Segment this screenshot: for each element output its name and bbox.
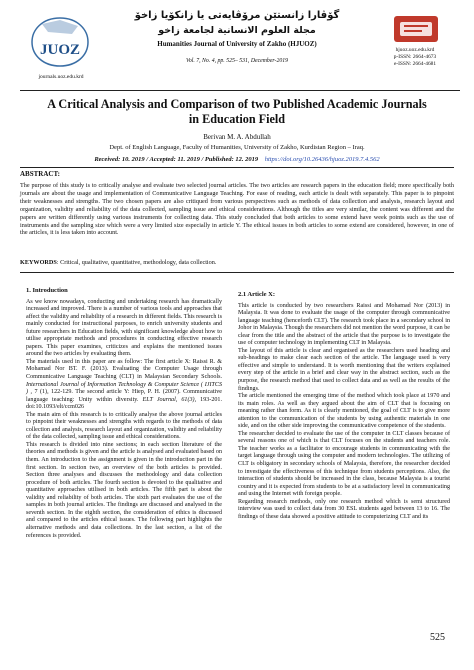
materials-text-a: The materials used in this paper are as follow: The first article X: Raissi R. & Mohamad Nor BT. F. (2013). Evaluating the Computer Usage through Communicative Language Teaching (CLT) in Malaysian Secondary Schools. (26, 358, 222, 381)
paper-title: A Critical Analysis and Comparison of two Published Academic Journals in Education Field (47, 97, 427, 126)
kurdish-journal-title: گۆڤارا زانستێن مرۆڤایەتی یا زانکۆیا زاخۆ (134, 10, 340, 21)
logo-lettering: JUOZ (39, 42, 81, 58)
page-number: 525 (430, 632, 445, 643)
introduction-heading: 1. Introduction (26, 287, 68, 294)
intro-paragraph-4: This research is divided into nine sections; in each section literature of the theories and methods is given and the article is analysed and evaluated based on them. An introduction to the assignment is given in the introduction part in the first section. In section two, an overview of the both articles is provided. Section three analyses and discusses the methodology and data collection procedure of both articles. The fourth section is devoted to the qualitative and quantitative approaches utilised in both articles. The fifth part is about the validity and reliability of both articles. The sixth part evaluates the use of the samples in both journal articles. The findings are discussed and analysed in the seventh section. In the eighth section, the consideration of ethics is discussed and compared to the articles ethical issues. The following part highlights the alternative methods and data collections. In the last section, a list of the references is provided. (26, 441, 222, 539)
abstract-divider (20, 272, 454, 273)
abstract-heading: ABSTRACT: (20, 170, 60, 178)
doi-link[interactable]: https://doi.org/10.26436/hjuoz.2019.7.4.562 (264, 156, 380, 163)
author-affiliation: Dept. of English Language, Faculty of Humanities, University of Zakho, Kurdistan Region – Iraq. (109, 144, 365, 151)
issn-block (370, 47, 460, 68)
left-logo-url[interactable]: journals.uoz.edu.krd (38, 74, 84, 80)
journal-name-1: International Journal of Information Technology & Computer Science ( IJITCS ) , (26, 381, 222, 396)
publication-dates (24, 156, 450, 163)
dates-text: Received: 10. 2019 / Accepted: 11. 2019 / Published: 12. 2019 (94, 156, 259, 163)
journal-logo-left (28, 14, 92, 70)
intro-paragraph-1: As we know nowadays, conducting and undertaking research has dramatically increased and improved. There is a number of various tools and approaches that affect the validity and reliability of a research in different fields. This research is mainly conducted for instructional purposes, to enrich university students and future researchers in Education fields, with significant knowledge about how to utilise appropriate methods and procedures in conducting effective research papers. This paper examines, criticizes and explains the mentioned issues around the two articles by evaluating them. (26, 298, 222, 358)
keywords-line (20, 259, 454, 267)
author-name: Berivan M. A. Abdullah (203, 133, 271, 141)
keywords-text: : Critical, qualitative, quantitative, methodology, data collection. (56, 259, 217, 266)
right-column (238, 291, 450, 521)
abstract-text: The purpose of this study is to critically analyse and evaluate two selected journal articles. The two articles are research papers in the education field; more specifically both journals are about the usage and implementation of Communicative Language Teaching. For ease of reading, each article is dealt with separately. This paper is to pinpoint their weaknesses and strengths. The two chosen papers are also critiqued from various perspectives such as methods of data collection and analysis, research layout and organization, validity and reliability of the data collected, sampling issue and ethical considerations. Although the titles are very similar, the content was different and the papers are written differently using various instruments for collecting data. This study concluded that both articles to some extend have week points such as the use of instruments and the sampling size which were a very limited size especially in article Y. The ethical issues in both articles to some extend are considered, however, in one of the articles, it is less taken into account. (20, 182, 454, 237)
intro-paragraph-3: The main aim of this research is to critically analyse the above journal articles to pinpoint their weaknesses and strengths with regards to the methods of data collection and analysis, research layout and organization, validity and reliability of the data collected, sampling issue and ethical considerations. (26, 411, 222, 441)
article-x-paragraph-2: The layout of this article is clear and organised as the researchers used heading and sub-headings to make clear each section of the article. The language used is very effective and simple to understand. It is worth mentioning that the writers explained every step of the article in a brief and clear way in the abstract section, such as the purpose, the research method that used to collect data and as well as the results of the findings. (238, 347, 450, 392)
arabic-journal-title: مجلة العلوم الانسانية لجامعة زاخو (158, 25, 316, 36)
article-x-paragraph-5: Regarding research methods, only one research method which is semi structured interview was used to collect data from 30 ESL students aged between 13 to 16. The findings of these data showed a positive attitude to computerizing CLT and its (238, 498, 450, 520)
p-issn: p-ISSN: 2664-4673 (393, 54, 437, 60)
e-issn: e-ISSN: 2664-4681 (393, 61, 437, 67)
materials-text-b: 7 (1), 122-129. The second article Y: Hiep, P. H. (2007). Communicative language teaching: Unity within diversity. (26, 389, 222, 403)
keywords-label: KEYWORDS (20, 259, 57, 266)
header-divider (20, 90, 460, 91)
left-column (26, 287, 222, 540)
article-x-paragraph-4: The researcher decided to evaluate the use of the computer in CLT classes because of several reasons one of which is that CLT focuses on the students and teachers role. The teacher works as a facilitator to encourage students in communicating with the target language through using the computer and modern technologies. The utilizing of CLT is obligatory in secondary schools of Malaysia, therefore, the researcher decided to investigate the effectiveness of this technique from students perceptions. Also, the interaction of students should be increased in the class, because Malaysia is a tourist country and it is expected from students to be at a satisfactory level in communicating and using the Internet with foreign people. (238, 430, 450, 498)
article-x-heading: 2.1 Article X: (238, 291, 276, 298)
article-x-paragraph-1: This article is conducted by two researchers Raissi and Mohamad Nor (2013) in Malaysia. It was done to evaluate the usage of the computer through communicative language teaching (henceforth CLT). The research took place in a secondary school in Johor in Malaysia. Though the researchers did not mention the word purpose, it can be clear from the title and the abstract of the article that the purpose is to investigate the use of computer technology in implementing CLT in Malaysia. (238, 302, 450, 347)
right-url[interactable]: hjuoz.uoz.edu.krd (395, 47, 435, 53)
english-journal-title: Humanities Journal of University of Zakho (HJUOZ) (157, 40, 317, 48)
journal-logo-right (392, 14, 440, 44)
title-divider (20, 167, 454, 168)
volume-line: Vol. 7, No. 4, pp. 525– 531, December-2019 (185, 58, 289, 64)
materials-text-c: , 193-201. doi:10.1093/elt/ccm026 (26, 396, 222, 411)
article-x-paragraph-3: The article mentioned the emerging time of the method which took place at 1970 and its main roles. As well as they argued about the aim of CLT that is focusing on meaning rather than form. As it is clearly mentioned, the goal of CLT is to give more attention to the communication of the students by using authentic materials in one side, and on the other side improving the communicative competence of the students. (238, 393, 450, 430)
journal-name-2: ELT Journal, 61(3) (142, 396, 195, 403)
intro-paragraph-2 (26, 359, 222, 412)
